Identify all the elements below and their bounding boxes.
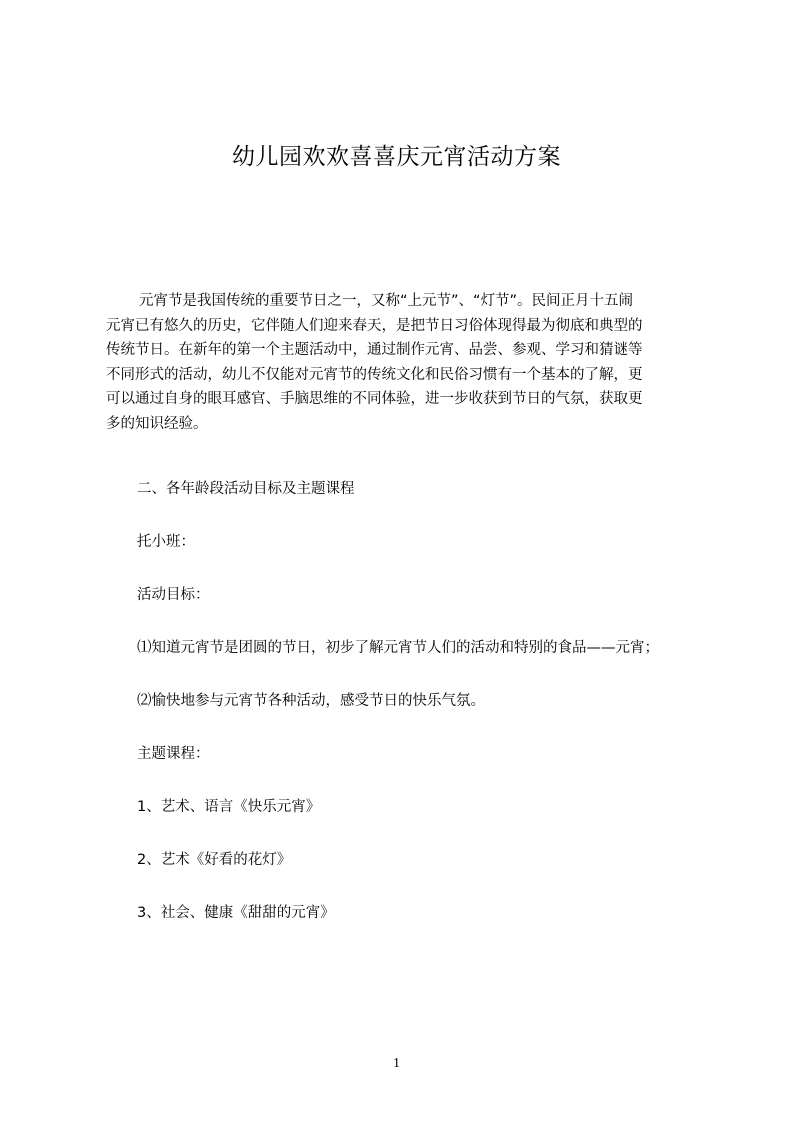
intro-line: 元宵已有悠久的历史，它伴随人们迎来春天，是把节日习俗体现得最为彻底和典型的	[106, 317, 643, 334]
page-number: 1	[393, 1056, 400, 1071]
document-title: 幼儿园欢欢喜喜庆元宵活动方案	[232, 144, 561, 170]
intro-line: 可以通过自身的眼耳感官、手脑思维的不同体验，进一步收获到节日的气氛，获取更	[106, 391, 643, 407]
class-label: 托小班：	[137, 534, 195, 550]
courses-label: 主题课程：	[137, 746, 210, 762]
course-item: 2、艺术《好看的花灯》	[137, 852, 292, 868]
section-heading: 二、各年龄段活动目标及主题课程	[137, 481, 355, 497]
intro-line: 传统节日。在新年的第一个主题活动中，通过制作元宵、品尝、参观、学习和猜谜等	[106, 342, 643, 358]
intro-line: 不同形式的活动，幼儿不仅能对元宵节的传统文化和民俗习惯有一个基本的了解，更	[106, 366, 643, 383]
intro-line: 多的知识经验。	[106, 415, 208, 432]
goals-label: 活动目标：	[137, 587, 210, 603]
course-item: 3、社会、健康《甜甜的元宵》	[137, 905, 335, 921]
intro-line: 元宵节是我国传统的重要节日之一，又称“上元节”、“灯节”。民间正月十五闹	[139, 293, 634, 309]
goal-item: ⑵愉快地参与元宵节各种活动，感受节日的快乐气氛。	[137, 693, 485, 709]
intro-paragraph	[106, 289, 702, 436]
course-item: 1、艺术、语言《快乐元宵》	[137, 799, 321, 815]
goal-item: ⑴知道元宵节是团圆的节日，初步了解元宵节人们的活动和特别的食品——元宵；	[137, 640, 659, 656]
